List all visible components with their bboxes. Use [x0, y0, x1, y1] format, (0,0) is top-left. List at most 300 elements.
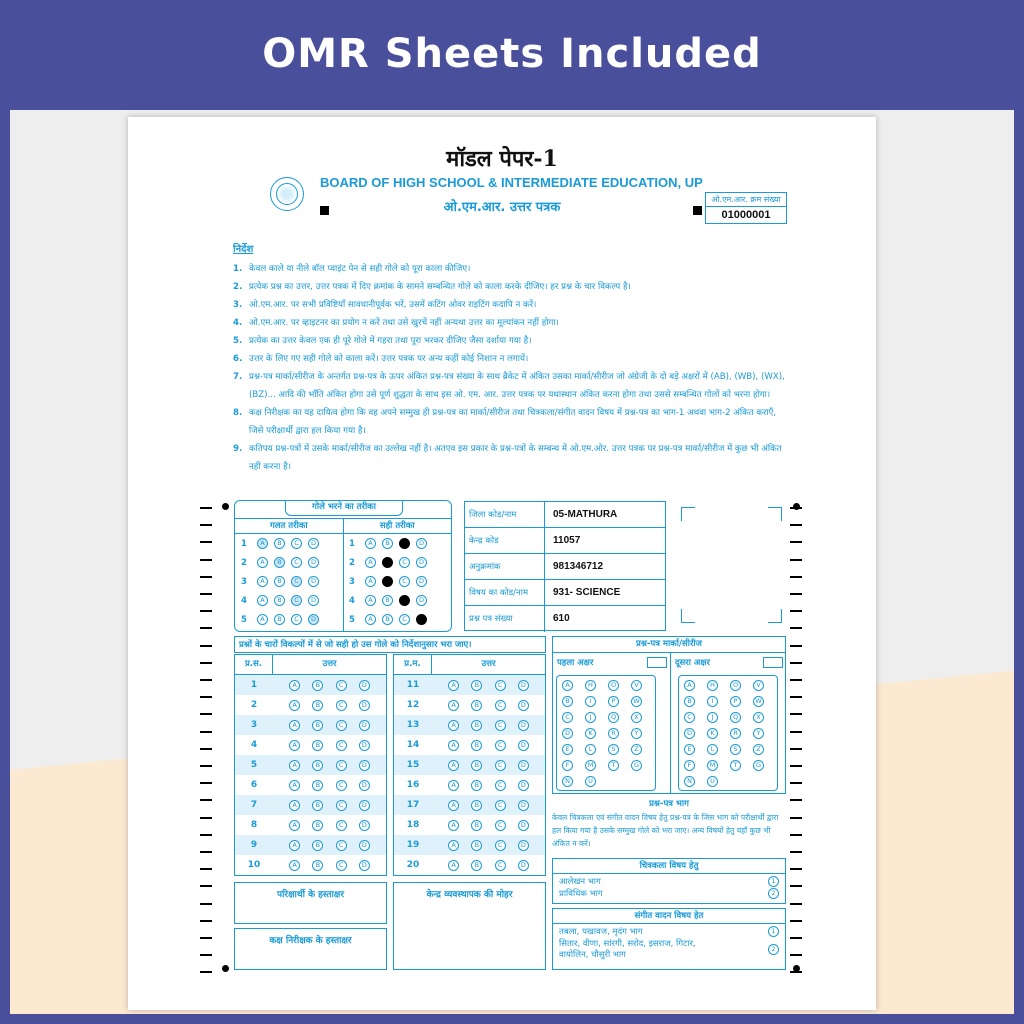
- answer-bubble[interactable]: A: [289, 840, 300, 851]
- answer-bubble[interactable]: D: [518, 700, 529, 711]
- question-row: [394, 695, 545, 715]
- answer-bubble[interactable]: C: [336, 720, 347, 731]
- series-second-box: [763, 657, 783, 668]
- series-letter-bubble[interactable]: W: [753, 696, 764, 707]
- answer-bubble[interactable]: C: [495, 680, 506, 691]
- instruction-text: प्रश्न-पत्र मार्का/सीरीज के अन्तर्गत प्रश्न-पत्र के ऊपर अंकित प्रश्न-पत्र संख्या के साथ ब्रैकेट में अंकित उसका मार्का/सीरीज जो अंग्रेजी के दो बड़े अक्षरों में (AB), (WB), (WX), (BZ)... आदि की भाँति अंकित होगा उसे पूर्ण शुद्धता के साथ इस ओ. एम. आर. उत्तर पत्रक पर यथास्थान अंकित करना होगा तथा उससे सम्बन्धित गोलों को भरना होगा।: [249, 372, 785, 400]
- series-letter-bubble[interactable]: J: [585, 712, 596, 723]
- answer-bubble[interactable]: D: [359, 700, 370, 711]
- question-number: 3: [250, 720, 258, 730]
- question-number: 20: [406, 860, 420, 870]
- option-bubble: [382, 576, 393, 587]
- series-letter-bubble[interactable]: V: [753, 680, 764, 691]
- model-paper-title: मॉडल पेपर-1: [446, 146, 558, 172]
- answer-bubble[interactable]: B: [471, 820, 482, 831]
- answer-bubble[interactable]: A: [448, 800, 459, 811]
- invigilator-signature-box[interactable]: कक्ष निरीक्षक के हस्ताक्षर: [234, 928, 387, 970]
- option-bubble: [399, 538, 410, 549]
- option-bubble: D: [416, 557, 427, 568]
- option-bubble: D: [416, 576, 427, 587]
- answer-bubble[interactable]: C: [495, 840, 506, 851]
- answer-bubble[interactable]: C: [495, 740, 506, 751]
- serial-label: ओ.एम.आर. क्रम संख्या: [706, 193, 786, 207]
- music-part-2a: सितार, वीणा, सांरगी, सरोद, इसराज, गिटार,: [559, 939, 696, 949]
- instruction-text: कतिपय प्रश्न-पत्रों में उसके मार्का/सीरीज का उल्लेख नहीं है। अतएव इस प्रकार के प्रश्न-पत्रों के सम्बन्ध में ओ.एम.ओर. उत्तर पत्रक पर प्रश्न-पत्र मार्का/सीरीज में कुछ भी अंकित नहीं करना है।: [249, 444, 782, 472]
- series-grid-first: [556, 675, 656, 791]
- answer-bubble[interactable]: B: [312, 780, 323, 791]
- instruction-item: [233, 260, 788, 278]
- answer-bubble[interactable]: C: [336, 760, 347, 771]
- answer-bubble[interactable]: B: [312, 820, 323, 831]
- center-seal-box[interactable]: केन्द्र व्यवस्थापक की मोहर: [393, 882, 546, 970]
- question-number: 7: [250, 800, 258, 810]
- answer-bubble[interactable]: D: [359, 720, 370, 731]
- answer-bubble[interactable]: B: [471, 760, 482, 771]
- series-letter-bubble[interactable]: A: [684, 680, 695, 691]
- info-row: [465, 528, 665, 554]
- timing-tick: [200, 971, 212, 973]
- answer-bubble[interactable]: D: [518, 860, 529, 871]
- answer-bubble[interactable]: B: [312, 760, 323, 771]
- question-row: [394, 735, 545, 755]
- timing-tick: [790, 713, 802, 715]
- timing-tick: [790, 851, 802, 853]
- timing-tick: [790, 817, 802, 819]
- series-first-letter-label: पहला अक्षर: [557, 658, 594, 668]
- answer-bubble[interactable]: A: [289, 760, 300, 771]
- answer-bubble[interactable]: C: [495, 800, 506, 811]
- banner-title: OMR Sheets Included: [262, 31, 762, 77]
- answer-bubble[interactable]: D: [359, 800, 370, 811]
- answer-bubble[interactable]: D: [518, 840, 529, 851]
- timing-tick: [790, 799, 802, 801]
- answer-bubble[interactable]: A: [448, 860, 459, 871]
- question-row: [394, 755, 545, 775]
- drawing-part-1-bubble[interactable]: 1: [768, 876, 779, 887]
- question-row: [235, 775, 386, 795]
- series-letter-bubble[interactable]: R: [730, 728, 741, 739]
- option-bubble: [382, 557, 393, 568]
- answer-bubble[interactable]: B: [312, 700, 323, 711]
- question-number: 8: [250, 820, 258, 830]
- option-bubble: B: [274, 538, 285, 549]
- series-letter-bubble[interactable]: Y: [631, 728, 642, 739]
- drawing-title: चित्रकला विषय हेतु: [553, 859, 785, 874]
- series-letter-bubble[interactable]: O: [608, 680, 619, 691]
- answer-bubble[interactable]: B: [471, 680, 482, 691]
- registration-dot: [793, 503, 800, 510]
- method-row-number: 1: [349, 538, 355, 549]
- option-bubble: A: [365, 538, 376, 549]
- option-bubble: A: [365, 576, 376, 587]
- instruction-text: ओ.एम.आर. पर व्हाइटनर का प्रयोग न करें तथा उसे खुरचें नहीं अन्यथा उत्तर का मूल्यांकन नहीं होगा।: [249, 318, 559, 328]
- answer-bubble[interactable]: C: [336, 780, 347, 791]
- answer-bubble[interactable]: D: [359, 860, 370, 871]
- series-letter-bubble[interactable]: Z: [631, 744, 642, 755]
- timing-tick: [200, 817, 212, 819]
- series-letter-bubble[interactable]: Z: [753, 744, 764, 755]
- method-row-number: 2: [241, 557, 247, 568]
- answer-bubble[interactable]: A: [289, 820, 300, 831]
- right-method-row: [349, 538, 427, 549]
- drawing-part-2-bubble[interactable]: 2: [768, 888, 779, 899]
- series-letter-bubble[interactable]: T: [608, 760, 619, 771]
- answer-bubble[interactable]: D: [359, 820, 370, 831]
- answer-bubble[interactable]: C: [495, 780, 506, 791]
- series-letter-bubble[interactable]: Y: [753, 728, 764, 739]
- answer-bubble[interactable]: B: [471, 800, 482, 811]
- timing-tick: [200, 645, 212, 647]
- question-number: 15: [406, 760, 420, 770]
- answer-bubble[interactable]: C: [336, 740, 347, 751]
- question-row: [394, 715, 545, 735]
- series-grid-second: [678, 675, 778, 791]
- answer-bubble[interactable]: A: [448, 740, 459, 751]
- option-bubble: C: [399, 576, 410, 587]
- instruction-number: 3.: [233, 300, 243, 310]
- music-part-1-bubble[interactable]: 1: [768, 926, 779, 937]
- answer-bubble[interactable]: C: [495, 700, 506, 711]
- answer-bubble[interactable]: D: [518, 800, 529, 811]
- instruction-number: 4.: [233, 318, 243, 328]
- series-letter-bubble[interactable]: K: [585, 728, 596, 739]
- info-label: जिला कोड/नाम: [465, 502, 545, 527]
- instruction-number: 7.: [233, 372, 243, 382]
- question-row: [235, 695, 386, 715]
- answer-bubble[interactable]: A: [448, 760, 459, 771]
- series-letter-bubble[interactable]: Q: [730, 712, 741, 723]
- instruction-text: केवल काले या नीले बॉल प्वाइंट पेन से सही गोले को पूरा काला कीजिए।: [249, 264, 471, 274]
- timing-tick: [790, 920, 802, 922]
- question-row: [394, 675, 545, 695]
- question-number: 12: [406, 700, 420, 710]
- series-letter-bubble[interactable]: I: [707, 696, 718, 707]
- series-letter-bubble[interactable]: P: [730, 696, 741, 707]
- option-bubble: D: [308, 595, 319, 606]
- series-letter-bubble[interactable]: M: [707, 760, 718, 771]
- wrong-method-label: गलत तरीका: [235, 519, 344, 533]
- timing-mark: [693, 206, 702, 215]
- candidate-signature-box[interactable]: परिक्षार्थी के हस्ताक्षर: [234, 882, 387, 924]
- series-letter-bubble[interactable]: R: [608, 728, 619, 739]
- instructions-list: [233, 260, 788, 476]
- option-bubble: C: [291, 576, 302, 587]
- answer-bubble[interactable]: A: [289, 700, 300, 711]
- info-value: 11057: [553, 535, 581, 546]
- series-letter-bubble[interactable]: E: [562, 744, 573, 755]
- timing-tick: [200, 576, 212, 578]
- series-letter-bubble[interactable]: C: [562, 712, 573, 723]
- series-letter-bubble[interactable]: B: [684, 696, 695, 707]
- answer-bubble[interactable]: C: [495, 720, 506, 731]
- serial-number-box: [705, 192, 787, 224]
- instruction-number: 1.: [233, 264, 243, 274]
- answer-bubble[interactable]: D: [359, 840, 370, 851]
- question-row: [235, 715, 386, 735]
- wrong-method-row: [241, 538, 319, 549]
- instruction-text: ओ.एम.आर. पर सभी प्रविष्टियाँ सावधानीपूर्वक भरें, उसमें कटिंग ओवर राइटिंग कदापि न करें।: [249, 300, 537, 310]
- answer-bubble[interactable]: A: [289, 780, 300, 791]
- option-bubble: C: [399, 557, 410, 568]
- timing-tick: [790, 627, 802, 629]
- timing-tick: [790, 559, 802, 561]
- answer-bubble[interactable]: C: [495, 860, 506, 871]
- option-bubble: C: [291, 557, 302, 568]
- instruction-item: [233, 368, 788, 404]
- answer-bubble[interactable]: A: [289, 860, 300, 871]
- instruction-number: 2.: [233, 282, 243, 292]
- series-letter-bubble[interactable]: L: [707, 744, 718, 755]
- answer-bubble[interactable]: A: [448, 700, 459, 711]
- question-row: [394, 795, 545, 815]
- series-letter-bubble[interactable]: D: [562, 728, 573, 739]
- answer-bubble[interactable]: C: [495, 760, 506, 771]
- series-letter-bubble[interactable]: O: [730, 680, 741, 691]
- answer-bubble[interactable]: D: [518, 720, 529, 731]
- question-row: [235, 675, 386, 695]
- answer-bubble[interactable]: A: [289, 680, 300, 691]
- answer-bubble[interactable]: C: [336, 680, 347, 691]
- timing-tick: [200, 748, 212, 750]
- instruction-item: [233, 296, 788, 314]
- series-letter-bubble[interactable]: M: [585, 760, 596, 771]
- timing-tick: [200, 799, 212, 801]
- question-number: 13: [406, 720, 420, 730]
- question-row: [394, 815, 545, 835]
- series-letter-bubble[interactable]: X: [631, 712, 642, 723]
- drawing-box: [552, 858, 786, 904]
- timing-tick: [200, 610, 212, 612]
- series-letter-bubble[interactable]: Q: [608, 712, 619, 723]
- timing-tick: [790, 524, 802, 526]
- answer-bubble[interactable]: A: [448, 720, 459, 731]
- instruction-item: [233, 440, 788, 476]
- info-row: [465, 580, 665, 606]
- timing-tick: [790, 662, 802, 664]
- timing-tick: [200, 920, 212, 922]
- answer-bubble[interactable]: A: [289, 740, 300, 751]
- timing-tick: [790, 645, 802, 647]
- answer-bubble[interactable]: B: [471, 740, 482, 751]
- method-row-number: 1: [241, 538, 247, 549]
- answer-bubble[interactable]: B: [471, 720, 482, 731]
- question-row: [235, 795, 386, 815]
- series-letter-bubble[interactable]: G: [631, 760, 642, 771]
- series-letter-bubble[interactable]: P: [608, 696, 619, 707]
- timing-tick: [200, 627, 212, 629]
- option-bubble: A: [257, 538, 268, 549]
- series-letter-bubble[interactable]: J: [707, 712, 718, 723]
- answer-bubble[interactable]: D: [518, 740, 529, 751]
- question-number: 1: [250, 680, 258, 690]
- series-letter-bubble[interactable]: S: [608, 744, 619, 755]
- wrong-method-row: [241, 576, 319, 587]
- music-part-2-bubble[interactable]: 2: [768, 944, 779, 955]
- timing-tick: [200, 868, 212, 870]
- series-letter-bubble[interactable]: E: [684, 744, 695, 755]
- photo-corner: [768, 609, 782, 623]
- series-letter-bubble[interactable]: U: [585, 776, 596, 787]
- answer-bubble[interactable]: B: [312, 840, 323, 851]
- option-bubble: B: [382, 538, 393, 549]
- series-letter-bubble[interactable]: U: [707, 776, 718, 787]
- series-letter-bubble[interactable]: X: [753, 712, 764, 723]
- question-number: 11: [406, 680, 420, 690]
- option-bubble: A: [365, 557, 376, 568]
- series-letter-bubble[interactable]: N: [562, 776, 573, 787]
- answer-bubble[interactable]: C: [336, 860, 347, 871]
- omr-sheet: [128, 117, 876, 1010]
- answer-bubble[interactable]: B: [471, 860, 482, 871]
- question-row: [235, 855, 386, 875]
- photo-corner: [681, 507, 695, 521]
- method-row-number: 4: [241, 595, 247, 606]
- answer-bubble[interactable]: A: [448, 780, 459, 791]
- answer-bubble[interactable]: A: [448, 840, 459, 851]
- series-letter-bubble[interactable]: F: [562, 760, 573, 771]
- answer-column-right: [393, 654, 546, 876]
- answer-instruction: प्रश्नों के चारों विकल्पों में से जो सही हो उस गोले को निर्देशानुसार भरा जाए।: [234, 636, 546, 653]
- answer-bubble[interactable]: D: [518, 680, 529, 691]
- series-letter-bubble[interactable]: H: [707, 680, 718, 691]
- series-letter-bubble[interactable]: I: [585, 696, 596, 707]
- answer-bubble[interactable]: B: [312, 860, 323, 871]
- question-number: 9: [250, 840, 258, 850]
- series-letter-bubble[interactable]: D: [684, 728, 695, 739]
- question-number: 6: [250, 780, 258, 790]
- timing-tick: [790, 731, 802, 733]
- timing-tick: [200, 524, 212, 526]
- question-number: 10: [247, 860, 261, 870]
- instruction-item: [233, 404, 788, 440]
- answer-bubble[interactable]: A: [448, 680, 459, 691]
- timing-tick: [790, 541, 802, 543]
- answer-bubble[interactable]: B: [312, 800, 323, 811]
- question-row: [394, 775, 545, 795]
- answer-bubble[interactable]: A: [289, 800, 300, 811]
- option-bubble: A: [257, 576, 268, 587]
- method-row-number: 3: [349, 576, 355, 587]
- answer-bubble[interactable]: C: [495, 820, 506, 831]
- series-letter-bubble[interactable]: K: [707, 728, 718, 739]
- right-method-row: [349, 614, 427, 625]
- method-row-number: 5: [349, 614, 355, 625]
- answer-bubble[interactable]: A: [448, 820, 459, 831]
- answer-bubble[interactable]: B: [471, 700, 482, 711]
- timing-tick: [200, 696, 212, 698]
- timing-tick: [200, 903, 212, 905]
- question-row: [235, 735, 386, 755]
- answer-bubble[interactable]: D: [359, 680, 370, 691]
- series-letter-bubble[interactable]: N: [684, 776, 695, 787]
- answer-bubble[interactable]: C: [336, 820, 347, 831]
- answer-bubble[interactable]: D: [359, 740, 370, 751]
- option-bubble: B: [382, 614, 393, 625]
- answer-bubble[interactable]: D: [518, 820, 529, 831]
- answer-bubble[interactable]: D: [518, 760, 529, 771]
- timing-tick: [790, 593, 802, 595]
- answer-column-header: उत्तर: [322, 659, 337, 669]
- timing-tick: [200, 713, 212, 715]
- timing-tick: [790, 834, 802, 836]
- candidate-info-box: [464, 501, 666, 631]
- series-letter-bubble[interactable]: T: [730, 760, 741, 771]
- timing-tick: [200, 559, 212, 561]
- answer-bubble[interactable]: A: [289, 720, 300, 731]
- drawing-part-1: आलेखन भाग: [559, 877, 601, 887]
- timing-tick: [200, 851, 212, 853]
- answer-bubble[interactable]: B: [471, 780, 482, 791]
- music-part-2b: वायोलिन, चौसुरी भाग: [559, 950, 626, 960]
- series-letter-bubble[interactable]: V: [631, 680, 642, 691]
- info-value: 931- SCIENCE: [553, 587, 621, 598]
- timing-tick: [790, 885, 802, 887]
- banner: [0, 0, 1024, 108]
- info-value: 981346712: [553, 561, 604, 572]
- question-row: [394, 855, 545, 875]
- option-bubble: B: [274, 595, 285, 606]
- series-letter-bubble[interactable]: H: [585, 680, 596, 691]
- answer-bubble[interactable]: B: [312, 680, 323, 691]
- option-bubble: B: [274, 557, 285, 568]
- question-number: 19: [406, 840, 420, 850]
- timing-tick: [790, 679, 802, 681]
- registration-dot: [222, 965, 229, 972]
- info-value: 610: [553, 613, 570, 624]
- part-title: प्रश्न-पत्र भाग: [649, 799, 689, 809]
- answer-column-header: उत्तर: [481, 659, 496, 669]
- answer-bubble[interactable]: C: [336, 700, 347, 711]
- option-bubble: B: [382, 595, 393, 606]
- question-number: 14: [406, 740, 420, 750]
- series-letter-bubble[interactable]: W: [631, 696, 642, 707]
- answer-bubble[interactable]: C: [336, 840, 347, 851]
- timing-tick: [790, 954, 802, 956]
- info-row: [465, 606, 665, 632]
- answer-bubble[interactable]: B: [312, 720, 323, 731]
- music-title: संगीत वादन विषय हेत: [553, 909, 785, 924]
- fill-method-title: गोले भरने का तरीका: [285, 500, 403, 516]
- timing-tick: [200, 954, 212, 956]
- instructions-title: निर्देश: [233, 244, 254, 255]
- series-letter-bubble[interactable]: B: [562, 696, 573, 707]
- question-number: 18: [406, 820, 420, 830]
- serial-value: 01000001: [721, 209, 771, 221]
- option-bubble: D: [416, 595, 427, 606]
- info-label: अनुक्रमांक: [465, 554, 545, 579]
- answer-bubble[interactable]: D: [359, 760, 370, 771]
- answer-bubble[interactable]: D: [359, 780, 370, 791]
- series-letter-bubble[interactable]: G: [753, 760, 764, 771]
- timing-tick: [790, 748, 802, 750]
- answer-bubble[interactable]: B: [312, 740, 323, 751]
- wrong-method-row: [241, 595, 319, 606]
- question-row: [235, 755, 386, 775]
- registration-dot: [222, 503, 229, 510]
- answer-bubble[interactable]: D: [518, 780, 529, 791]
- omr-answer-sheet-title: ओ.एम.आर. उत्तर पत्रक: [443, 200, 561, 215]
- answer-bubble[interactable]: C: [336, 800, 347, 811]
- series-letter-bubble[interactable]: L: [585, 744, 596, 755]
- series-letter-bubble[interactable]: F: [684, 760, 695, 771]
- answer-bubble[interactable]: B: [471, 840, 482, 851]
- series-letter-bubble[interactable]: S: [730, 744, 741, 755]
- series-letter-bubble[interactable]: A: [562, 680, 573, 691]
- series-first-box: [647, 657, 667, 668]
- timing-tick: [790, 937, 802, 939]
- method-row-number: 2: [349, 557, 355, 568]
- series-letter-bubble[interactable]: C: [684, 712, 695, 723]
